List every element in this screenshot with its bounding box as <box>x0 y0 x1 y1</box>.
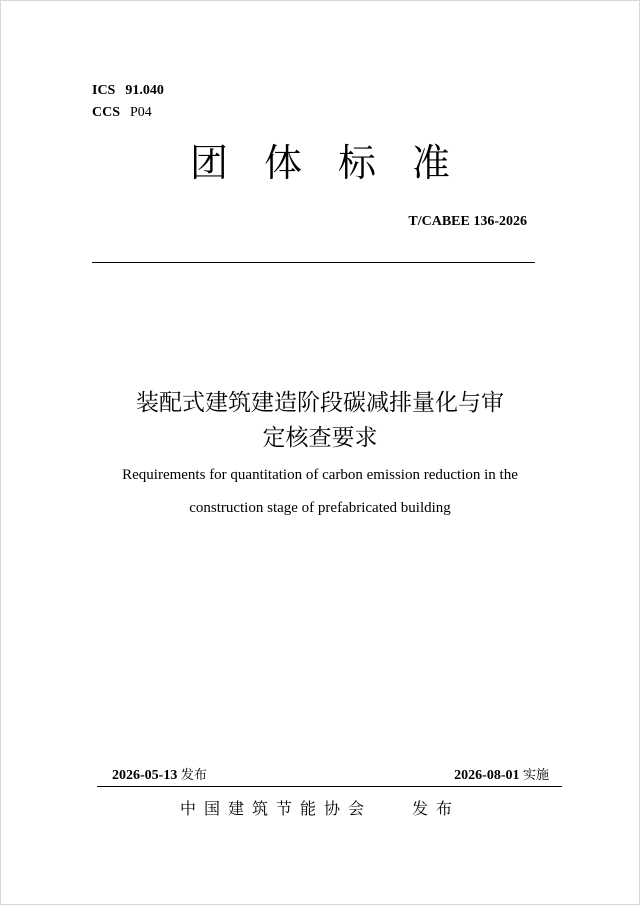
title-english-line-2: construction stage of prefabricated building <box>189 500 451 516</box>
title-chinese-line-1: 装配式建筑建造阶段碳减排量化与审 <box>136 390 504 416</box>
publisher-action: 发布 <box>412 799 461 818</box>
title-english <box>60 459 580 525</box>
standard-type-heading: 团体标准 <box>189 141 486 185</box>
publisher-line <box>0 797 640 821</box>
ics-classification <box>92 82 164 100</box>
implement-date <box>454 766 549 786</box>
title-english-line-1: Requirements for quantitation of carbon emission reduction in the <box>122 467 518 483</box>
title-chinese-line-2: 定核查要求 <box>262 425 378 451</box>
standard-number: T/CABEE 136-2026 <box>408 214 527 229</box>
ccs-classification <box>92 104 152 122</box>
publisher-organization: 中国建筑节能协会 <box>179 799 372 818</box>
date-row <box>112 766 549 786</box>
publish-date <box>112 766 207 786</box>
implement-date-value: 2026-08-01 <box>454 768 520 783</box>
footer-divider <box>97 786 562 787</box>
header-divider <box>92 262 535 263</box>
ccs-label: CCS <box>92 105 121 120</box>
ics-label: ICS <box>92 83 116 98</box>
ccs-code: P04 <box>130 105 152 120</box>
publish-date-word: 发布 <box>180 768 207 783</box>
publish-date-value: 2026-05-13 <box>112 768 178 783</box>
ics-code: 91.040 <box>125 83 164 98</box>
title-chinese <box>60 386 580 456</box>
implement-date-word: 实施 <box>522 768 549 783</box>
